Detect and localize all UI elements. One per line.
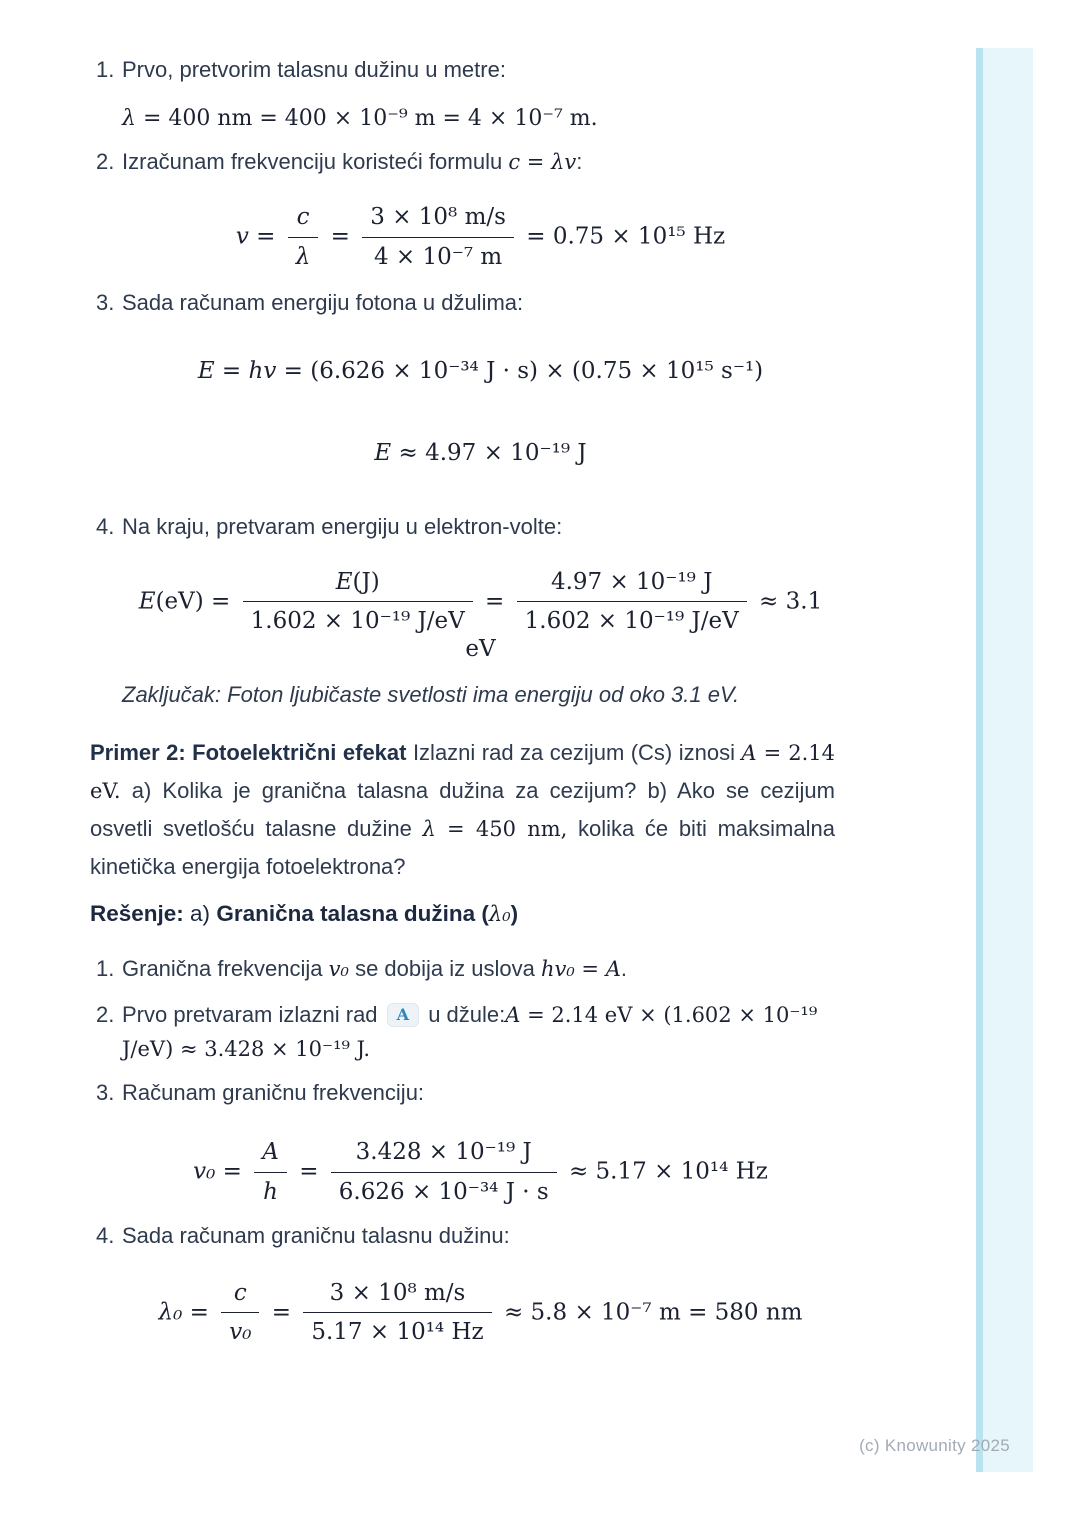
formula-energy-result [90,440,835,466]
math-variable: λ₀ [158,1298,183,1325]
list-item-text: se dobija iz uslova [348,956,541,981]
inline-math: v₀ [328,957,349,981]
formula-threshold-wavelength [90,1279,835,1348]
inline-math: = 2.14 eV × (1.602 × 10⁻¹⁹ J/eV) ≈ 3.428 × 10⁻¹⁹ J. [122,1003,818,1061]
fraction-numerator: A [254,1138,287,1173]
list-item-text: Računam graničnu frekvenciju: [122,1080,425,1105]
math-text: ≈ 5.8 × 10⁻⁷ m = 580 nm [496,1298,803,1325]
fraction-denominator: 4 × 10⁻⁷ m [373,243,503,270]
fraction-denominator: 1.602 × 10⁻¹⁹ J/eV [250,608,465,635]
math-text: (eV) = [155,587,238,614]
list-number: 4. [96,513,115,539]
fraction-numerator: 3.428 × 10⁻¹⁹ J [331,1138,557,1173]
fraction [362,203,514,272]
inline-math: c = λv [508,150,577,174]
solution-item-3 [90,1078,835,1108]
heading-regular: a) [183,901,217,926]
document-content [90,55,835,1347]
list-item-text: Prvo pretvaram izlazni rad [122,1002,384,1027]
list-item-3 [90,288,835,318]
fraction [331,1138,557,1207]
paragraph-text: kolika će biti maksimalna kinetička energija fotoelektrona? [90,816,835,879]
list-number: 3. [96,1080,115,1105]
math-variable: E = hv [197,357,277,384]
fraction-denominator: λ [295,243,311,270]
list-number: 2. [96,149,115,174]
formula-threshold-frequency [90,1138,835,1207]
list-number: 1. [96,57,115,82]
list-item-2 [90,147,835,177]
fraction-numerator: c [221,1279,259,1314]
conclusion-text: Zaključak: Foton ljubičaste svetlosti ima energiju od oko 3.1 eV. [122,682,740,707]
math-text: = 400 nm = 400 × 10⁻⁹ m = 4 × 10⁻⁷ m. [135,106,598,131]
fraction-denominator: v₀ [229,1319,252,1346]
math-text: = [215,1158,250,1185]
inline-math: = 2.14 eV. [90,741,835,803]
paragraph-text: Izlazni rad za cezijum (Cs) iznosi [406,740,742,765]
fraction [517,568,747,637]
fraction-denominator: 5.17 × 10¹⁴ Hz [311,1319,484,1346]
fraction-numerator [243,568,473,603]
inline-math: A [505,1003,521,1027]
math-text: ≈ 4.97 × 10⁻¹⁹ J [391,439,587,466]
list-item-text: : [576,149,583,174]
fraction [243,568,473,637]
list-item-text: . [620,956,627,981]
inline-math: λ₀ [488,902,511,926]
heading-bold: Rešenje: [90,901,184,926]
list-number: 2. [96,1002,115,1027]
math-text: = [323,223,358,250]
math-variable: v₀ [193,1158,216,1185]
list-item-text: Granična frekvencija [122,956,329,981]
fraction [303,1279,491,1348]
list-number: 3. [96,289,115,315]
math-variable: E [374,439,392,466]
math-variable: v [235,223,249,250]
formula-ev-conversion [90,568,835,663]
solution-item-1 [90,954,835,984]
fraction [221,1279,259,1348]
math-text: ≈ 3.1 eV [465,587,823,662]
fraction-numerator: 3 × 10⁸ m/s [303,1279,491,1314]
math-text: = [264,1298,299,1325]
solution-heading [90,898,835,930]
list-item-text: Prvo, pretvorim talasnu dužinu u metre: [122,57,506,82]
fraction-numerator: 3 × 10⁸ m/s [362,203,514,238]
fraction-denominator: 1.602 × 10⁻¹⁹ J/eV [524,608,739,635]
list-number: 1. [96,956,115,981]
formula-wavelength-conversion [90,106,835,131]
solution-item-2 [90,998,835,1066]
math-text: = [291,1158,326,1185]
list-item-text: Izračunam frekvenciju koristeći formulu [122,149,509,174]
math-text: = 0.75 × 10¹⁵ Hz [518,223,726,250]
math-variable: E [138,587,156,614]
inline-math: = 450 nm, [435,817,568,841]
variable-badge-A: A [387,1003,419,1027]
example2-title: Primer 2: Fotoelektrični efekat [90,740,407,765]
list-item-text: Sada računam graničnu talasnu dužinu: [122,1222,510,1248]
solution-item-4 [90,1221,835,1251]
fraction-numerator: 4.97 × 10⁻¹⁹ J [517,568,747,603]
list-item-4 [90,512,835,542]
math-variable: E [335,568,353,595]
page-accent-bar [976,48,1033,1472]
fraction-numerator: c [288,203,319,238]
math-text: = [182,1298,217,1325]
list-item-text: Sada računam energiju fotona u džulima: [122,289,524,315]
math-text: ≈ 5.17 × 10¹⁴ Hz [561,1158,768,1185]
math-text: = (6.626 × 10⁻³⁴ J · s) × (0.75 × 10¹⁵ s⁻¹) [276,357,764,384]
math-text: = [477,587,512,614]
fraction-denominator: h [263,1178,278,1205]
fraction [254,1138,287,1207]
inline-math: hv₀ = A [540,957,621,981]
fraction-denominator: 6.626 × 10⁻³⁴ J · s [338,1178,549,1205]
math-text: = [248,223,283,250]
list-item-1 [90,55,835,85]
inline-math: A [741,741,757,765]
list-item-text: Na kraju, pretvaram energiju u elektron-volte: [122,513,563,539]
copyright-notice: (c) Knowunity 2025 [859,1436,1010,1455]
list-item-text: u džule: [422,1002,506,1027]
formula-photon-energy [90,358,835,384]
formula-frequency [90,203,835,272]
list-number: 4. [96,1222,115,1248]
heading-bold: Granična talasna dužina ( [216,901,489,926]
paragraph-text: a) Kolika je granična talasna dužina za cezijum? b) Ako se cezijum osvetli svetlošću talasne dužine [90,778,835,841]
math-text: (J) [352,568,380,595]
heading-bold: ) [510,901,519,926]
inline-math: λ [422,817,436,841]
example2-paragraph [90,734,835,886]
math-variable: λ [122,106,136,131]
fraction [288,203,319,272]
